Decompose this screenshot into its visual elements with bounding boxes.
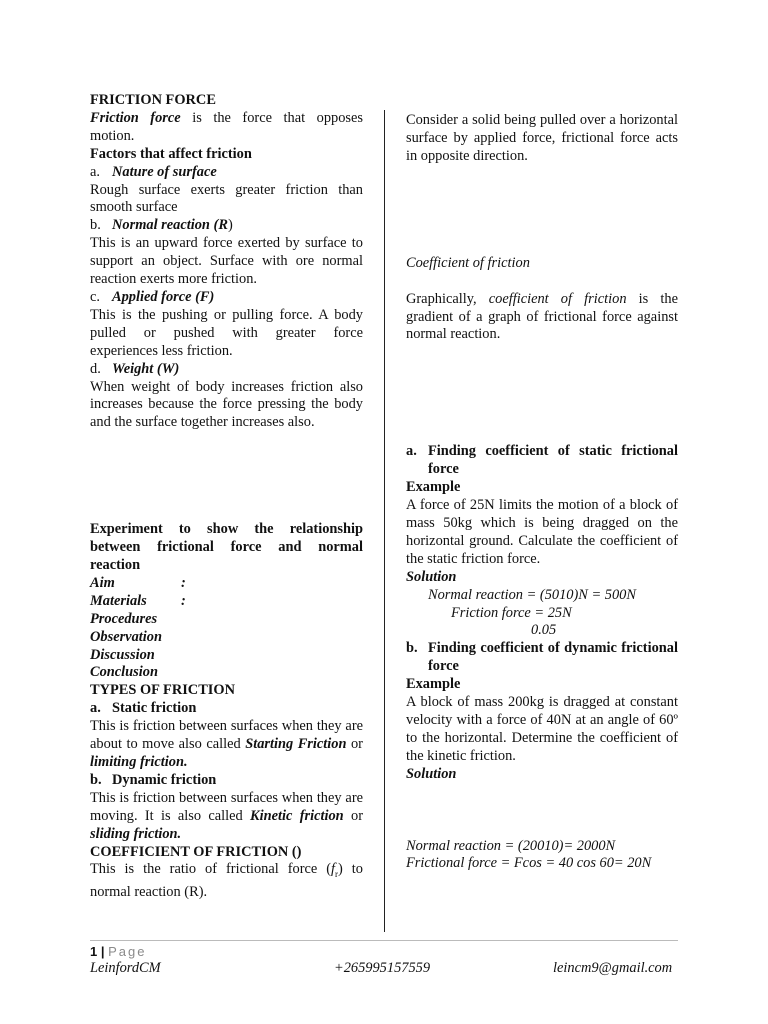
coefficient-heading: COEFFICIENT OF FRICTION (): [90, 843, 302, 860]
factor-d: [90, 361, 363, 379]
coefficient-text: [90, 861, 363, 902]
graph-term: coefficient of friction: [488, 290, 627, 307]
blank-space: [90, 432, 363, 521]
static-friction-text: [90, 718, 363, 772]
intro-text: Consider a solid being pulled over a horizontal surface by applied force, frictional force acts in opposite direction.: [406, 112, 678, 164]
equation-result-1: 0.05: [531, 622, 557, 639]
equation-frictional-force-2: Frictional force = Fcos = 40 cos 60= 20N: [406, 855, 652, 872]
column-divider: [384, 110, 385, 932]
factor-b-title-text: Normal reaction (: [112, 217, 219, 234]
procedures-label: Procedures: [90, 610, 158, 627]
static-term-2: limiting friction.: [90, 754, 188, 770]
dynamic-friction-heading: [90, 772, 363, 790]
page-number: [90, 943, 146, 961]
equation-normal-reaction-2: Normal reaction = (20010)= 2000N: [406, 837, 616, 854]
static-term-1: Starting Friction: [245, 736, 347, 753]
coefficient-text-1: This is the ratio of frictional force (: [90, 861, 332, 878]
types-heading: TYPES OF FRICTION: [90, 682, 235, 699]
footer-phone: +265995157559: [334, 960, 431, 976]
dynamic-term-1: Kinetic friction: [250, 807, 344, 824]
friction-definition-text: is the force that opposes motion.: [90, 109, 363, 144]
factor-b-marker: b.: [90, 217, 101, 234]
factor-d-text: When weight of body increases friction also increases because the force pressing the body and the surface together increases also.: [90, 378, 363, 431]
aim-label: Aim: [90, 574, 115, 591]
static-text-1: This is friction between surfaces when they are about to move also called: [90, 718, 363, 753]
dynamic-text-2: or: [343, 807, 363, 824]
factor-a-title: Nature of surface: [112, 163, 217, 180]
page-number-value: 1: [90, 944, 98, 959]
factor-b-title-close: ): [227, 217, 233, 234]
factor-c-marker: c.: [90, 288, 100, 305]
aim-colon: :: [181, 574, 186, 591]
factor-a-text: Rough surface exerts greater friction than smooth surface: [90, 181, 363, 216]
factor-c: [90, 289, 363, 307]
equation-normal-reaction-1: Normal reaction = (5010)N = 500N: [428, 586, 636, 603]
static-coefficient-heading: [406, 443, 678, 479]
graph-text-2: is the gradient of a graph of frictional force against normal reaction.: [406, 290, 678, 343]
factor-b-title: [112, 217, 363, 235]
factor-b: [90, 217, 363, 235]
factor-b-text: This is an upward force exerted by surface to support an object. Surface with ore normal reaction exerts more friction.: [90, 235, 363, 288]
experiment-heading: Experiment to show the relationship between frictional force and normal reaction: [90, 521, 363, 574]
coefficient-text-2: ) to normal reaction (R).: [90, 861, 363, 901]
friction-term: Friction force: [90, 109, 181, 126]
factor-a-marker: a.: [90, 163, 100, 180]
dynamic-coef-title: Finding coefficient of dynamic frictional force: [428, 640, 678, 675]
right-column: [406, 112, 678, 873]
dynamic-text-1: This is friction between surfaces when they are moving. It is also called: [90, 789, 363, 824]
spacer: [406, 273, 678, 291]
static-coef-title: Finding coefficient of static frictional force: [428, 443, 678, 478]
coefficient-label: Coefficient of friction: [406, 254, 530, 271]
static-text-2: or: [346, 736, 363, 753]
dynamic-title: Dynamic friction: [112, 771, 217, 788]
observation-label: Observation: [90, 628, 162, 645]
aim-row: [90, 575, 363, 593]
example-2-label: Example: [406, 676, 461, 693]
dynamic-friction-text: [90, 790, 363, 844]
footer-author: LeinfordCM: [90, 960, 161, 976]
example-1-text: A force of 25N limits the motion of a block of mass 50kg which is being dragged on the horizontal ground. Calculate the coefficient of the static friction force.: [406, 497, 678, 567]
coefficient-symbol: f: [331, 861, 336, 878]
factor-a: [90, 164, 363, 182]
discussion-label: Discussion: [90, 646, 155, 663]
static-friction-heading: [90, 700, 363, 718]
solution-1-label: Solution: [406, 568, 457, 585]
section-title-friction-force: FRICTION FORCE: [90, 92, 216, 108]
static-coef-marker: a.: [406, 443, 417, 460]
coefficient-subscript: r: [335, 869, 339, 880]
static-title: Static friction: [112, 700, 197, 717]
dynamic-coef-marker: b.: [406, 640, 418, 657]
solution-2-label: Solution: [406, 765, 457, 782]
graph-space: [406, 344, 678, 443]
figure-space: [406, 166, 678, 255]
factor-c-title: Applied force (F): [112, 288, 215, 305]
factor-d-title: Weight (W): [112, 360, 180, 377]
materials-colon: :: [181, 592, 186, 609]
materials-row: [90, 593, 363, 611]
dynamic-coefficient-heading: [406, 640, 678, 676]
footer-email: leincm9@gmail.com: [553, 960, 673, 976]
left-column: [90, 92, 363, 902]
graph-text-1: Graphically,: [406, 290, 489, 307]
factor-c-text: This is the pushing or pulling force. A body pulled or pushed with greater force experiences less friction.: [90, 306, 363, 359]
dynamic-marker: b.: [90, 771, 102, 788]
graph-text: [406, 291, 678, 345]
factors-heading: Factors that affect friction: [90, 145, 252, 162]
example-1-label: Example: [406, 479, 461, 496]
factor-b-symbol: R: [218, 217, 228, 234]
page-word: Page: [108, 944, 147, 959]
materials-label: Materials: [90, 592, 147, 609]
equation-friction-force-1: Friction force = 25N: [451, 604, 572, 621]
static-marker: a.: [90, 700, 101, 717]
friction-definition: [90, 110, 363, 146]
dynamic-term-2: sliding friction.: [90, 825, 182, 842]
conclusion-label: Conclusion: [90, 664, 158, 681]
page-separator: |: [97, 944, 109, 959]
solution-space: [406, 784, 678, 838]
footer-divider: [90, 940, 678, 941]
factor-d-marker: d.: [90, 360, 101, 377]
example-2-text: A block of mass 200kg is dragged at constant velocity with a force of 40N at an angle of 60º to the horizontal. Determine the coefficient of the kinetic friction.: [406, 694, 678, 764]
